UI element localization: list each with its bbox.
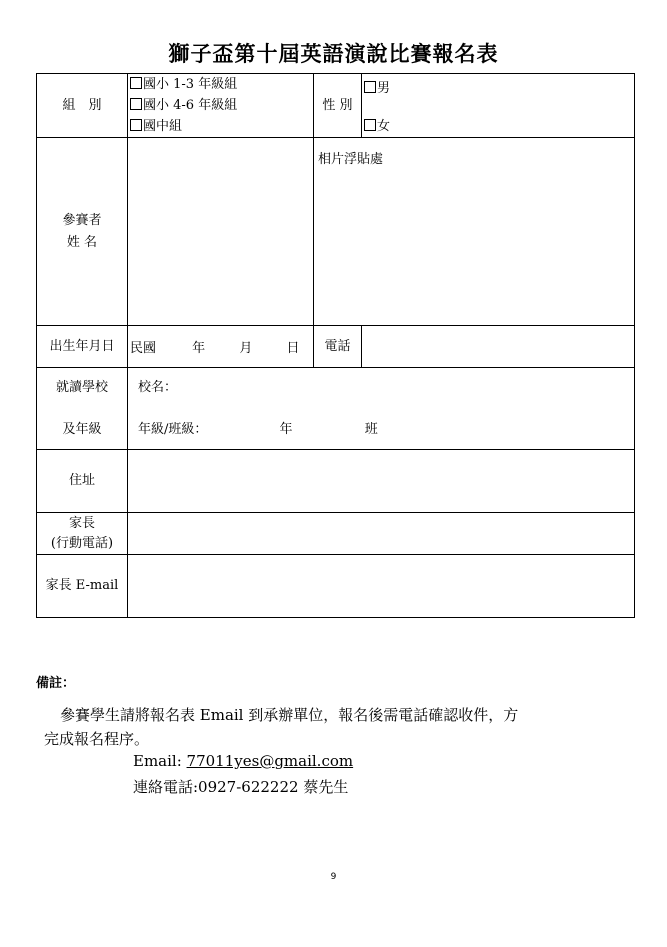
group-row: [37, 74, 635, 138]
name-input-cell[interactable]: [128, 138, 314, 326]
phone-input-cell[interactable]: [362, 326, 635, 368]
grade-unit-label: 年: [279, 421, 293, 437]
checkbox-icon[interactable]: [130, 98, 142, 110]
checkbox-icon[interactable]: [364, 119, 376, 131]
address-row: [37, 450, 635, 513]
name-row: [37, 138, 635, 326]
parent-row: [37, 513, 635, 555]
group-options: [128, 74, 314, 138]
grade-class-line: [128, 419, 634, 441]
checkbox-icon[interactable]: [130, 77, 142, 89]
school-label: 就讀學校 及年級: [37, 368, 128, 450]
address-input-cell[interactable]: [128, 450, 635, 513]
group-label: 組 別: [37, 74, 128, 138]
notes-line-2: 完成報名程序。: [44, 730, 150, 748]
birth-month-label: 月: [239, 341, 253, 356]
form-title: 獅子盃第十屆英語演說比賽報名表: [168, 41, 499, 66]
checkbox-icon[interactable]: [364, 81, 376, 93]
gender-option-male[interactable]: 男: [364, 77, 390, 96]
parent-email-label: 家長 E-mail: [37, 555, 128, 618]
phone-label: 電話: [314, 326, 362, 368]
parent-email-row: [37, 555, 635, 618]
email-link[interactable]: 77011yes@gmail.com: [186, 752, 354, 770]
email-prefix: Email:: [133, 752, 187, 770]
birth-year-label: 年: [192, 341, 206, 356]
checkbox-icon[interactable]: [130, 119, 142, 131]
parent-label: 家長 (行動電話): [37, 513, 128, 555]
parent-email-input-cell[interactable]: [128, 555, 635, 618]
school-row: [37, 368, 635, 450]
birth-date-cell[interactable]: [128, 326, 314, 368]
address-label: 住址: [37, 450, 128, 513]
class-unit-label: 班: [364, 421, 378, 437]
school-name-line: [128, 377, 634, 399]
gender-options: [362, 74, 635, 138]
photo-label: 相片浮貼處: [318, 152, 384, 167]
birth-label: 出生年月日: [37, 326, 128, 368]
gender-label: 性 別: [314, 74, 362, 138]
school-input-cell[interactable]: [128, 368, 635, 450]
photo-area: [314, 138, 635, 326]
parent-phone-input-cell[interactable]: [128, 513, 635, 555]
registration-form-table: [36, 73, 635, 618]
birth-row: [37, 326, 635, 368]
gender-option-female[interactable]: 女: [364, 115, 390, 134]
page-number: 9: [330, 872, 337, 882]
group-option-3[interactable]: 國中組: [128, 116, 313, 137]
notes-line-1: 參賽學生請將報名表 Email 到承辦單位，報名後需電話確認收件，方: [60, 706, 519, 724]
group-option-2[interactable]: 國小 4-6 年級組: [128, 95, 313, 116]
birth-day-label: 日: [286, 341, 300, 356]
school-name-label: 校名：: [138, 379, 178, 395]
notes-heading: 備註：: [36, 676, 76, 691]
group-option-1[interactable]: 國小 1-3 年級組: [128, 74, 313, 95]
notes-body: [44, 703, 630, 751]
birth-roc-label: 民國: [130, 341, 157, 356]
email-line: [133, 752, 353, 770]
grade-class-label: 年級/班級：: [138, 421, 208, 437]
name-label: 參賽者 姓 名: [37, 138, 128, 326]
contact-phone-line: 連絡電話:0927-622222 蔡先生: [133, 778, 349, 796]
